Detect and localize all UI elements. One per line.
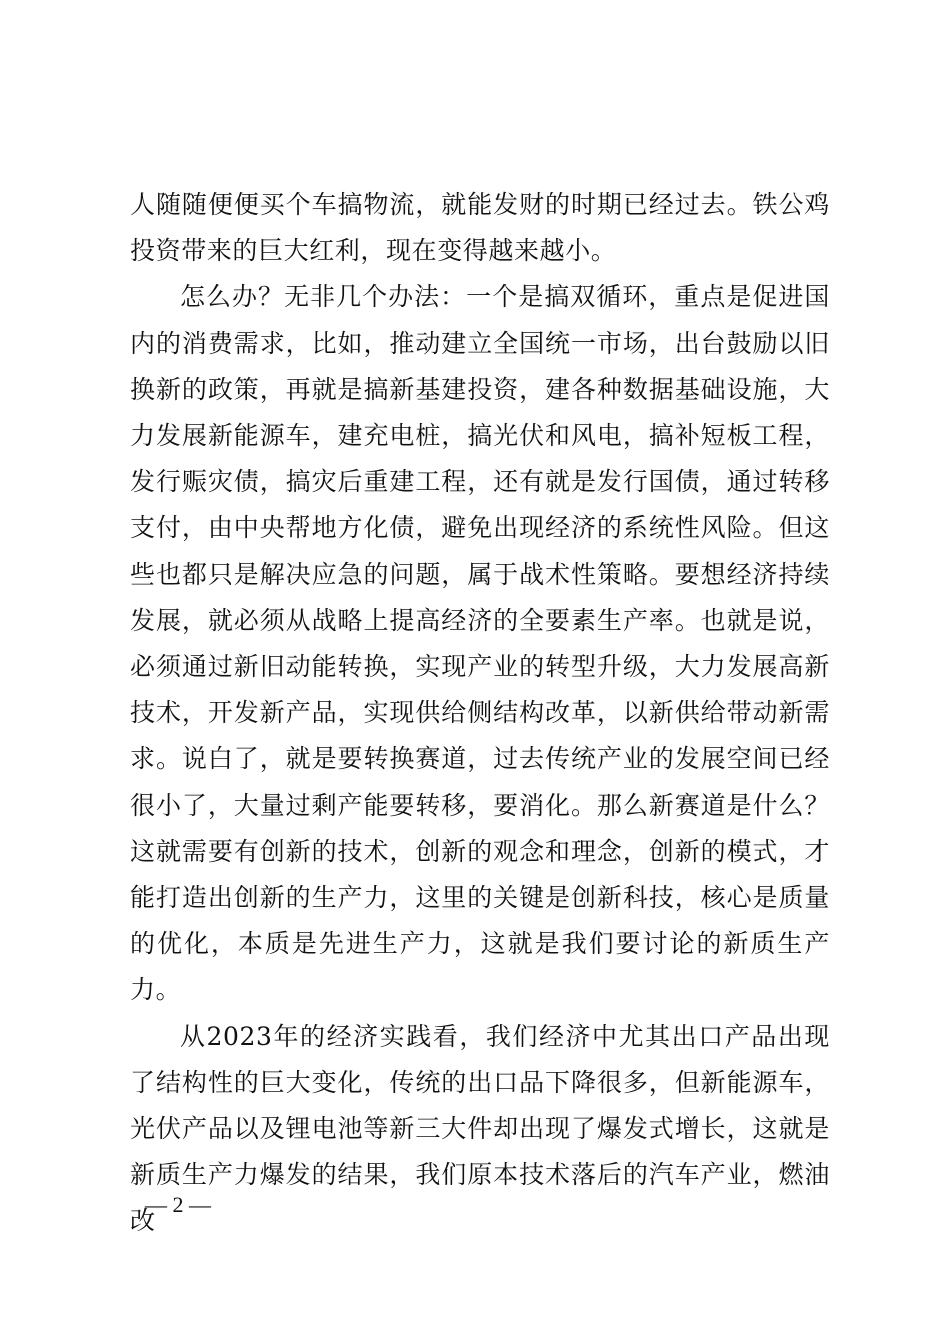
paragraph-1: 人随随便便买个车搞物流，就能发财的时期已经过去。铁公鸡投资带来的巨大红利，现在变得越来越小。 <box>130 190 830 266</box>
page-number: — 2 — <box>145 1192 211 1217</box>
paragraph-3: 从2023年的经济实践看，我们经济中尤其出口产品出现了结构性的巨大变化，传统的出口品下降很多，但新能源车，光伏产品以及锂电池等新三大件却出现了爆发式增长，这就是新质生产力爆发的结果，我们原本技术落后的汽车产业，燃油改 <box>130 1021 830 1236</box>
document-body <box>130 182 830 1245</box>
paragraph-2: 怎么办？无非几个办法：一个是搞双循环，重点是促进国内的消费需求，比如，推动建立全国统一市场，出台鼓励以旧换新的政策，再就是搞新基建投资，建各种数据基础设施，大力发展新能源车，建充电桩，搞光伏和风电，搞补短板工程，发行赈灾债，搞灾后重建工程，还有就是发行国债，通过转移支付，由中央帮地方化债，避免出现经济的系统性风险。但这些也都只是解决应急的问题，属于战术性策略。要想经济持续发展，就必须从战略上提高经济的全要素生产率。也就是说，必须通过新旧动能转换，实现产业的转型升级，大力发展高新技术，开发新产品，实现供给侧结构改革，以新供给带动新需求。说白了，就是要转换赛道，过去传统产业的发展空间已经很小了，大量过剩产能要转移，要消化。那么新赛道是什么？这就需要有创新的技术，创新的观念和理念，创新的模式，才能打造出创新的生产力，这里的关键是创新科技，核心是质量的优化，本质是先进生产力，这就是我们要讨论的新质生产力。 <box>130 282 830 1005</box>
